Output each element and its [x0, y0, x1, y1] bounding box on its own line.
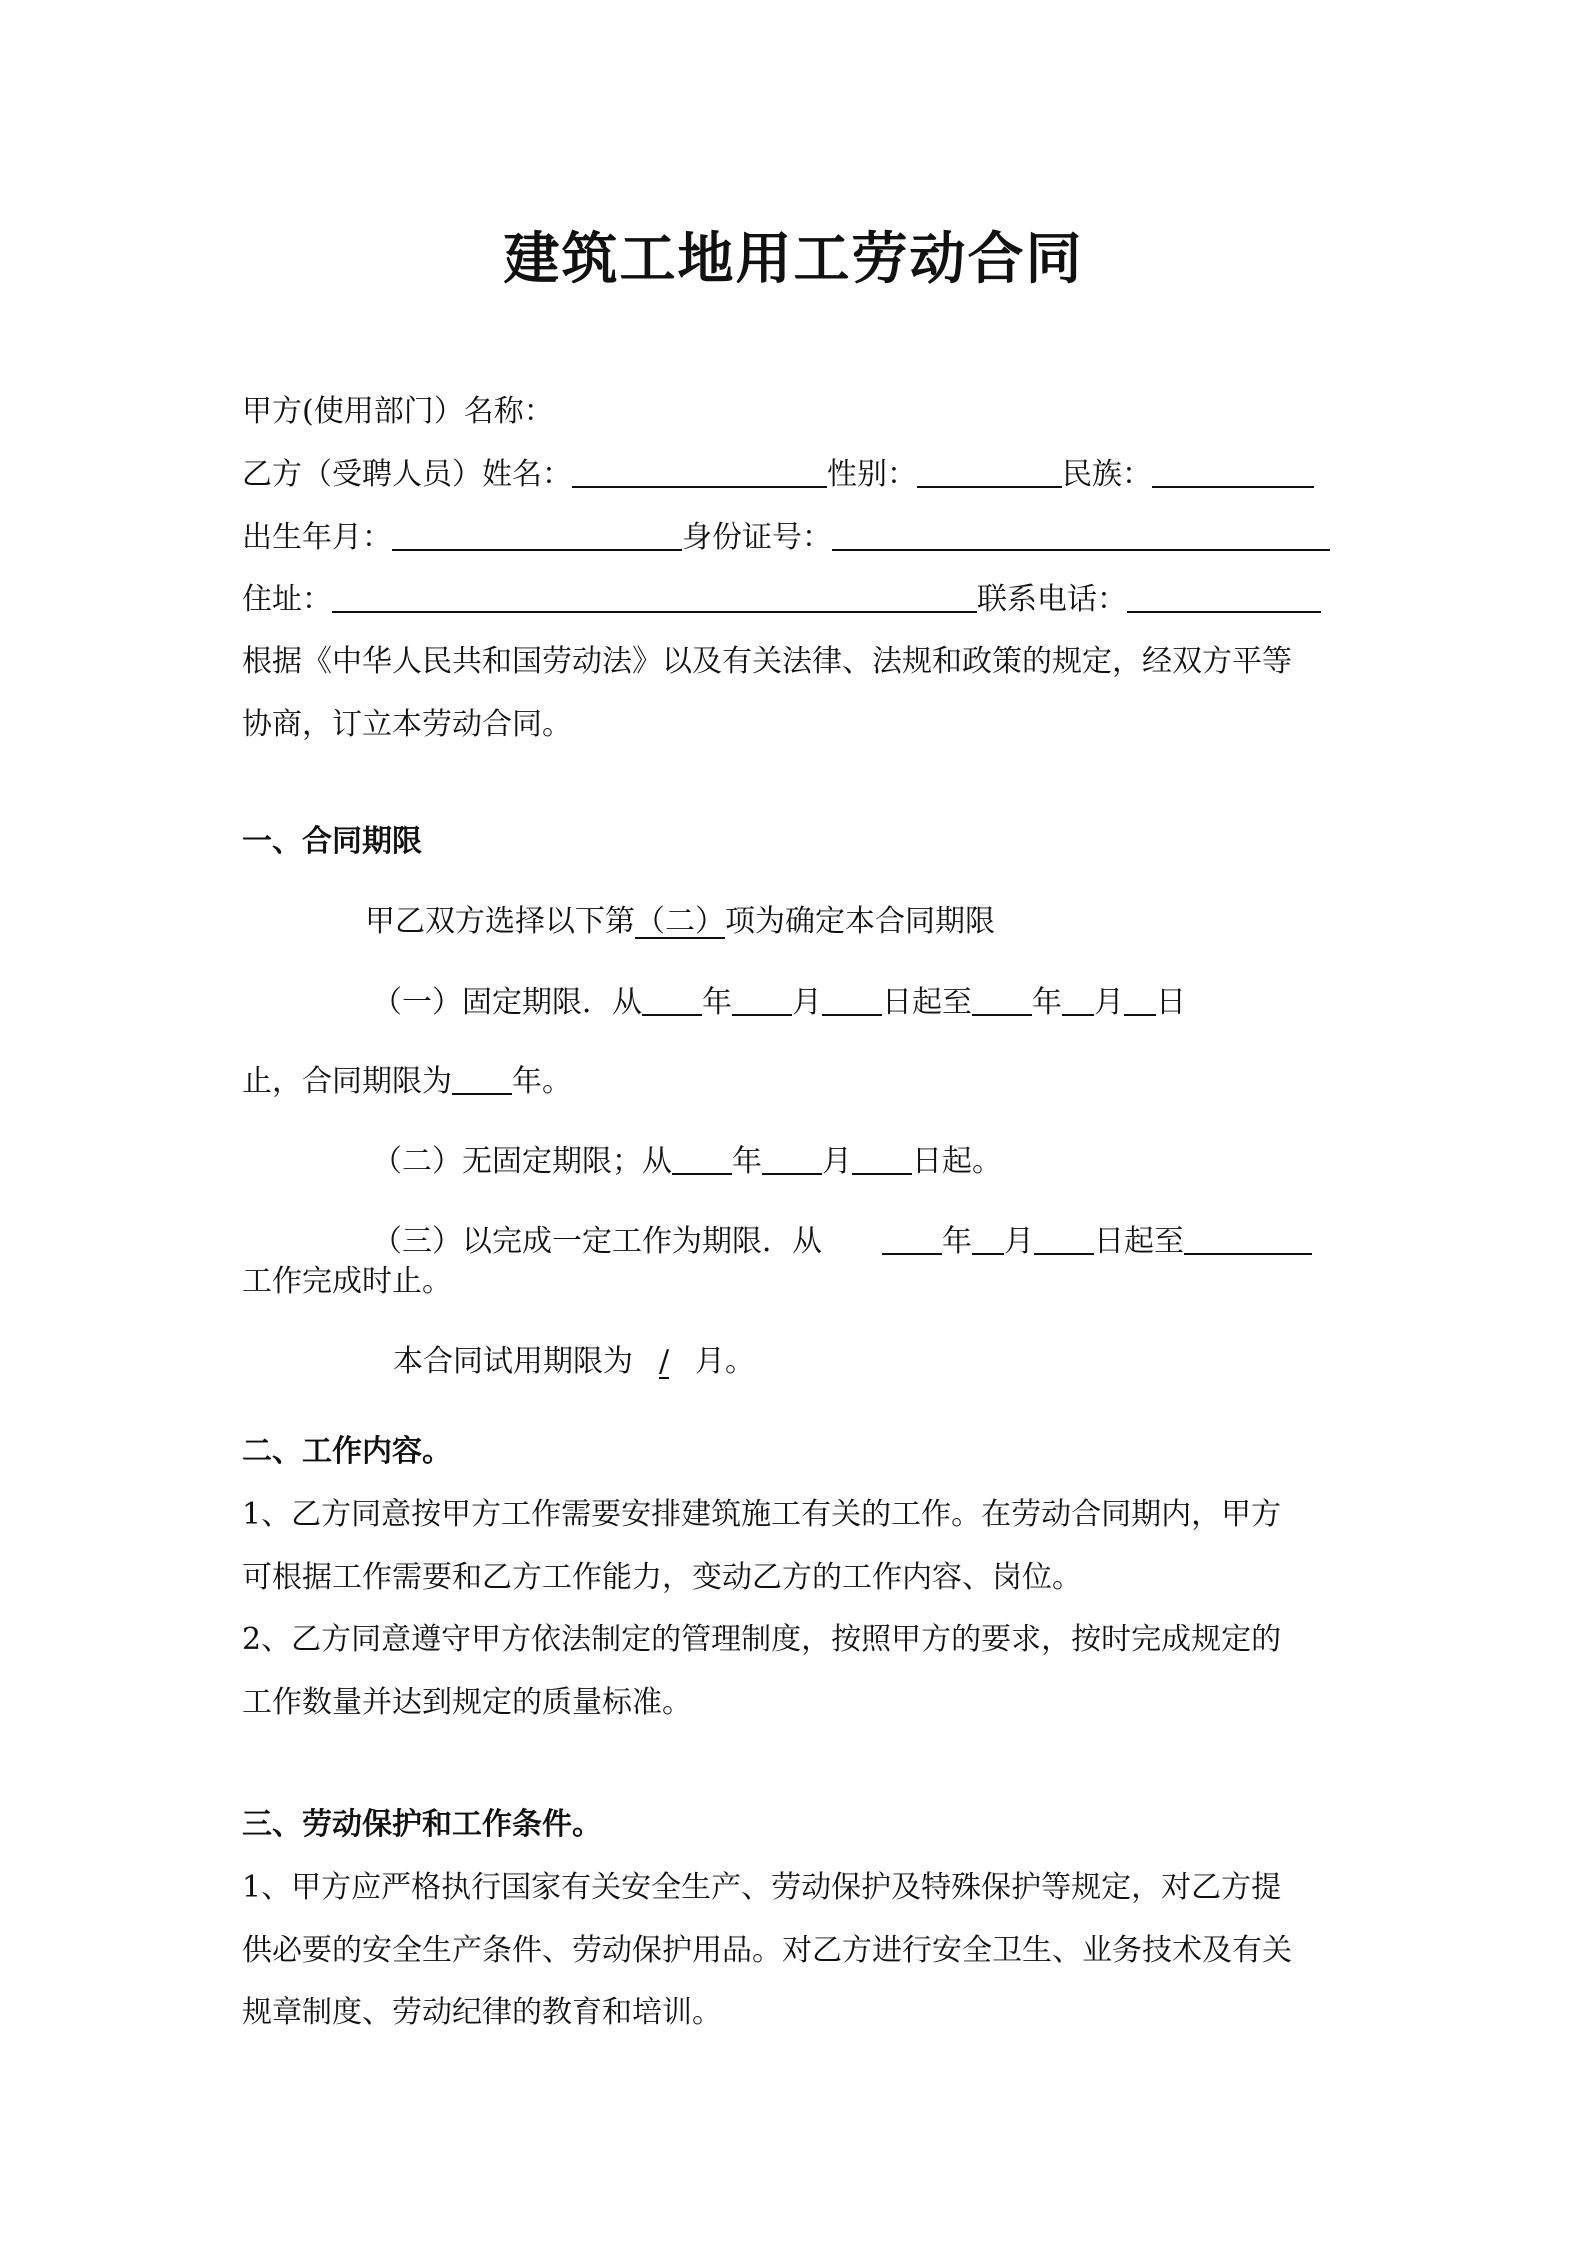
option-1-label: （一）固定期限．从	[372, 985, 642, 1020]
option-2-line	[372, 1142, 1272, 1182]
year-text: 年	[1032, 985, 1062, 1020]
term-choice-pre: 甲乙双方选择以下第	[365, 904, 635, 939]
contract-years-blank[interactable]	[452, 1063, 512, 1095]
party-b-name-blank[interactable]	[572, 456, 827, 488]
section-3-p1-line-3: 规章制度、劳动纪律的教育和培训。	[242, 1995, 722, 2030]
id-number-blank[interactable]	[832, 519, 1330, 551]
section-2-p2-line-1: 2、乙方同意遵守甲方依法制定的管理制度，按照甲方的要求，按时完成规定的	[242, 1622, 1282, 1657]
probation-line	[393, 1342, 1093, 1382]
option-3-line	[372, 1222, 1354, 1262]
term-choice-value[interactable]: （二）	[635, 904, 725, 939]
option-2-year-blank[interactable]	[672, 1143, 732, 1175]
section-2-p1-line-1: 1、乙方同意按甲方工作需要安排建筑施工有关的工作。在劳动合同期内，甲方	[242, 1497, 1282, 1532]
section-2-p1-line-2: 可根据工作需要和乙方工作能力，变动乙方的工作内容、岗位。	[242, 1560, 1082, 1595]
address-blank[interactable]	[332, 581, 977, 613]
option-3-year-blank[interactable]	[882, 1223, 942, 1255]
option-1-end-year-blank[interactable]	[972, 984, 1032, 1016]
birth-id-line	[242, 518, 1354, 558]
option-2-end: 日起。	[912, 1144, 1002, 1179]
option-1-end-month-blank[interactable]	[1062, 984, 1094, 1016]
term-choice-post: 项为确定本合同期限	[725, 904, 995, 939]
probation-post: 月。	[695, 1344, 755, 1379]
option-1-start-day-blank[interactable]	[822, 984, 882, 1016]
option-3-month-blank[interactable]	[972, 1223, 1004, 1255]
section-3-heading: 三、劳动保护和工作条件。	[242, 1807, 602, 1842]
ethnicity-blank[interactable]	[1152, 456, 1314, 488]
party-b-info-line	[242, 455, 1354, 495]
address-phone-line	[242, 580, 1354, 620]
option-3-end-blank[interactable]	[1184, 1223, 1312, 1255]
intro-line-1: 根据《中华人民共和国劳动法》以及有关法律、法规和政策的规定，经双方平等	[242, 644, 1292, 679]
month-text: 月	[822, 1144, 852, 1179]
section-2-p2-line-2: 工作数量并达到规定的质量标准。	[242, 1685, 692, 1720]
month-text: 月	[792, 985, 822, 1020]
party-b-name-label: 乙方（受聘人员）姓名：	[242, 457, 572, 492]
day-text: 日	[1156, 985, 1186, 1020]
address-label: 住址：	[242, 582, 332, 617]
year-text: 年	[732, 1144, 762, 1179]
term-choice-line	[365, 902, 1265, 942]
option-2-day-blank[interactable]	[852, 1143, 912, 1175]
start-to-text: 日起至	[1094, 1224, 1184, 1259]
start-to-text: 日起至	[882, 985, 972, 1020]
section-3-p1-line-2: 供必要的安全生产条件、劳动保护用品。对乙方进行安全卫生、业务技术及有关	[242, 1933, 1292, 1968]
birth-label: 出生年月：	[242, 520, 392, 555]
section-3-p1-line-1: 1、甲方应严格执行国家有关安全生产、劳动保护及特殊保护等规定，对乙方提	[242, 1870, 1282, 1905]
option-2-month-blank[interactable]	[762, 1143, 822, 1175]
option-1-end-day-blank[interactable]	[1124, 984, 1156, 1016]
document-title: 建筑工地用工劳动合同	[503, 226, 1084, 292]
ethnicity-label: 民族：	[1062, 457, 1152, 492]
option-2-label: （二）无固定期限；从	[372, 1144, 672, 1179]
party-a-label: 甲方(使用部门）名称：	[242, 394, 554, 429]
option-3-day-blank[interactable]	[1034, 1223, 1094, 1255]
month-text: 月	[1004, 1224, 1034, 1259]
phone-blank[interactable]	[1127, 581, 1321, 613]
id-label: 身份证号：	[682, 520, 832, 555]
month-text: 月	[1094, 985, 1124, 1020]
phone-label: 联系电话：	[977, 582, 1127, 617]
probation-pre: 本合同试用期限为	[393, 1344, 633, 1379]
year-text: 年	[942, 1224, 972, 1259]
intro-line-2: 协商，订立本劳动合同。	[242, 707, 572, 742]
option-3-line-2: 工作完成时止。	[242, 1264, 452, 1299]
party-a-name-line	[242, 392, 1354, 432]
section-2-heading: 二、工作内容。	[242, 1434, 452, 1469]
gender-label: 性别：	[827, 457, 917, 492]
option-1-line-2	[242, 1062, 1354, 1102]
gender-blank[interactable]	[917, 456, 1062, 488]
birth-blank[interactable]	[392, 519, 682, 551]
option-1-start-month-blank[interactable]	[732, 984, 792, 1016]
contract-term-pre: 止，合同期限为	[242, 1064, 452, 1099]
contract-term-post: 年。	[512, 1064, 572, 1099]
option-1-start-year-blank[interactable]	[642, 984, 702, 1016]
option-3-label: （三）以完成一定工作为期限．从	[372, 1224, 822, 1259]
year-text: 年	[702, 985, 732, 1020]
option-1-line	[372, 983, 1272, 1023]
section-1-heading: 一、合同期限	[242, 824, 422, 859]
probation-value[interactable]: /	[658, 1344, 670, 1379]
